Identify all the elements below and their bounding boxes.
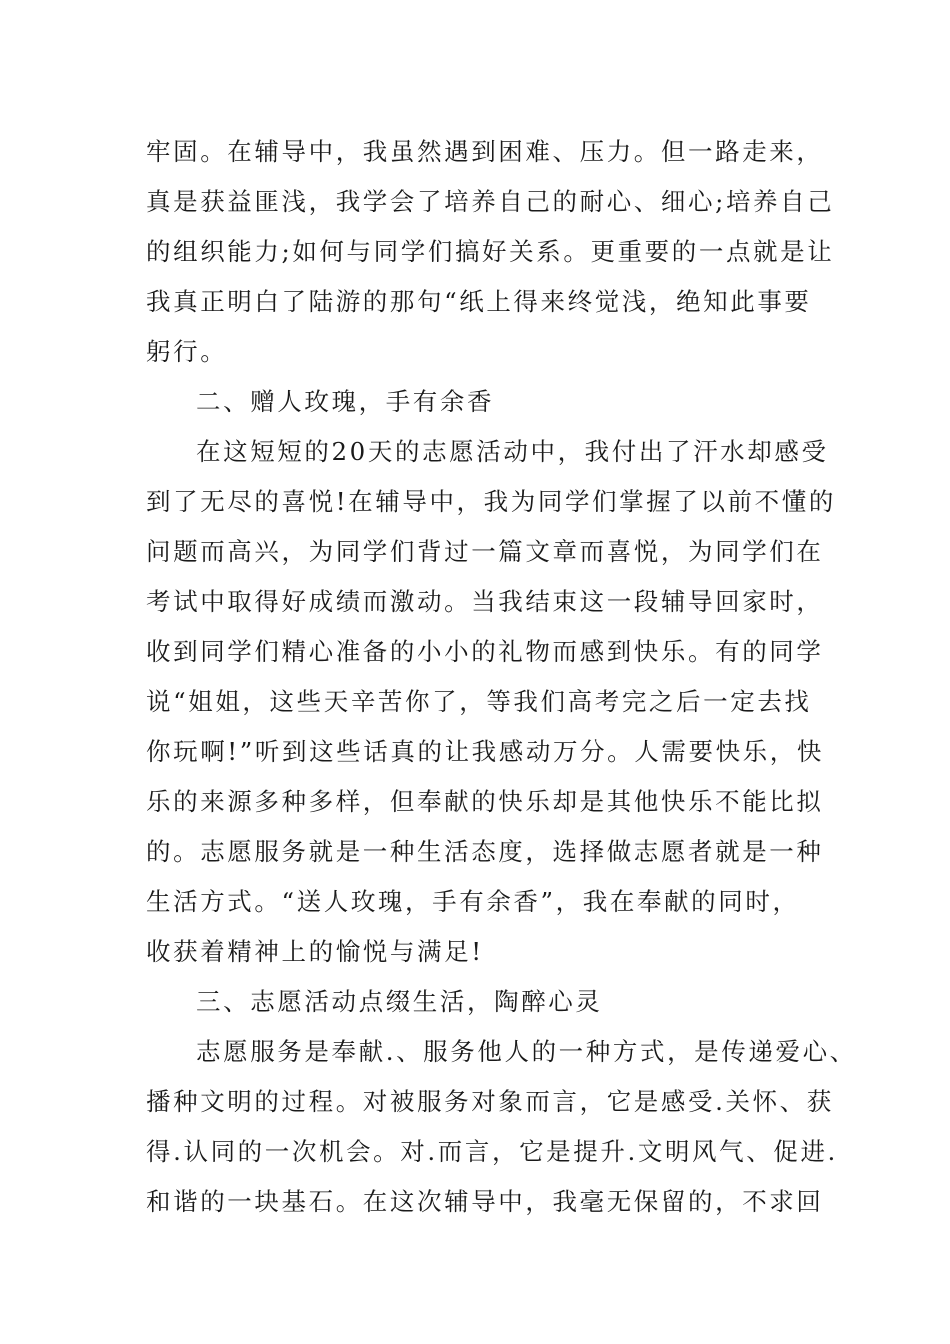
text-line: 收到同学们精心准备的小小的礼物而感到快乐。有的同学	[146, 637, 824, 666]
text-line: 考试中取得好成绩而激动。当我结束这一段辅导回家时，	[146, 587, 824, 616]
text-line: 的。志愿服务就是一种生活态度，选择做志愿者就是一种	[146, 837, 824, 866]
text-line: 得.认同的一次机会。对.而言，它是提升.文明风气、促进.	[146, 1137, 838, 1166]
text-line: 牢固。在辅导中，我虽然遇到困难、压力。但一路走来，	[146, 137, 824, 166]
text-line: 的组织能力;如何与同学们搞好关系。更重要的一点就是让	[146, 237, 835, 266]
text-line: 问题而高兴，为同学们背过一篇文章而喜悦，为同学们在	[146, 537, 824, 566]
text-line: 播种文明的过程。对被服务对象而言，它是感受.关怀、获	[146, 1087, 834, 1116]
text-line: 乐的来源多种多样，但奉献的快乐却是其他快乐不能比拟	[146, 787, 824, 816]
text-line: 到了无尽的喜悦!在辅导中，我为同学们掌握了以前不懂的	[146, 487, 836, 516]
text-line: 真是获益匪浅，我学会了培养自己的耐心、细心;培养自己	[146, 187, 835, 216]
text-line: 说“姐姐，这些天辛苦你了，等我们高考完之后一定去找	[146, 687, 812, 716]
text-line: 生活方式。“送人玫瑰，手有余香”，我在奉献的同时，	[146, 887, 800, 916]
text-line: 躬行。	[146, 337, 228, 366]
text-line: 和谐的一块基石。在这次辅导中，我毫无保留的，不求回	[146, 1187, 824, 1216]
paragraph-start-line: 在这短短的20天的志愿活动中，我付出了汗水却感受	[196, 437, 829, 466]
paragraph-start-line: 志愿服务是奉献.、服务他人的一种方式，是传递爱心、	[196, 1037, 857, 1066]
section-heading: 三、志愿活动点缀生活，陶醉心灵	[196, 987, 603, 1016]
text-line: 你玩啊!”听到这些话真的让我感动万分。人需要快乐，快	[146, 737, 824, 766]
text-line: 我真正明白了陆游的那句“纸上得来终觉浅，绝知此事要	[146, 287, 812, 316]
section-heading: 二、赠人玫瑰，手有余香	[196, 387, 495, 416]
text-line: 收获着精神上的愉悦与满足!	[146, 937, 484, 966]
